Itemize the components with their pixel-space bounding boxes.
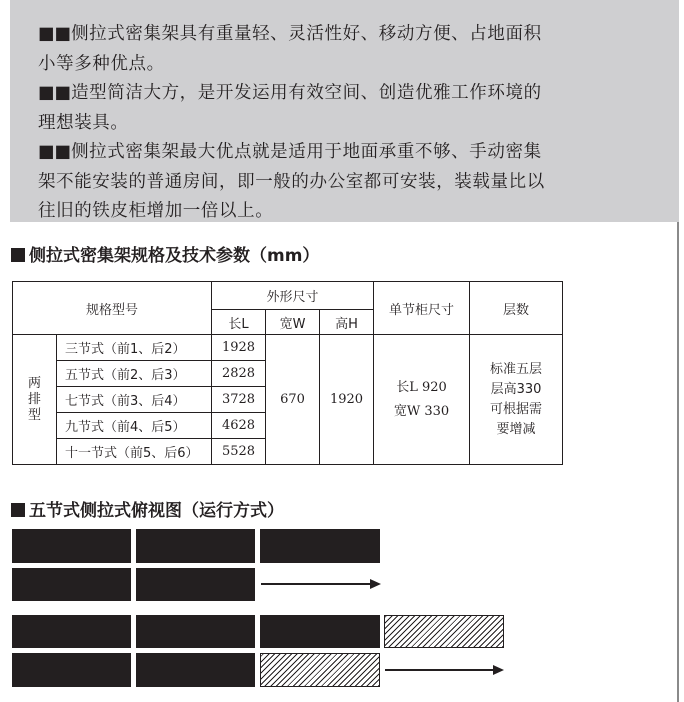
- layers-line: 要增减: [496, 421, 536, 437]
- table-row-model: 五节式（前2、后3）: [57, 361, 212, 387]
- layers-line: 标准五层: [490, 361, 543, 377]
- header-height: 高H: [320, 310, 374, 335]
- layers-line: 层高330: [490, 381, 542, 397]
- shelf-block: [12, 568, 131, 601]
- shelf-block: [136, 653, 255, 687]
- header-cabinet-size: 单节柜尺寸: [374, 282, 470, 335]
- header-model: 规格型号: [13, 282, 212, 335]
- table-row-length: 5528: [212, 439, 266, 465]
- table-row-model: 三节式（前1、后2）: [57, 335, 212, 361]
- hatched-slot: [260, 653, 380, 687]
- shelf-block: [12, 529, 131, 563]
- spec-table: [12, 281, 563, 465]
- spec-section-title: 侧拉式密集架规格及技术参数（mm）: [11, 241, 319, 266]
- shared-width: 670: [266, 335, 320, 465]
- layers-cell: [470, 335, 563, 465]
- table-row-length: 3728: [212, 387, 266, 413]
- table-row-length: 2828: [212, 361, 266, 387]
- table-row-model: 九节式（前4、后5）: [57, 413, 212, 439]
- square-bullet-icon: [11, 248, 25, 262]
- layers-line: 可根据需: [490, 401, 543, 417]
- intro-line-2: 小等多种优点。: [38, 53, 165, 74]
- right-arrow-icon: [261, 579, 381, 589]
- table-row-length: 1928: [212, 335, 266, 361]
- table-row-model: 七节式（前3、后4）: [57, 387, 212, 413]
- shelf-block: [12, 653, 131, 687]
- header-outer-size: 外形尺寸: [212, 282, 374, 310]
- diagram-section-title: 五节式侧拉式俯视图（运行方式）: [11, 496, 284, 521]
- hatched-slot: [384, 615, 504, 648]
- group-label: 两排型: [13, 335, 57, 465]
- intro-line-1: ■■侧拉式密集架具有重量轻、灵活性好、移动方便、占地面积: [38, 24, 542, 44]
- header-length: 长L: [212, 310, 266, 335]
- right-arrow-icon: [385, 665, 504, 675]
- header-layers: 层数: [470, 282, 563, 335]
- shelf-block: [136, 529, 255, 563]
- intro-panel: [10, 0, 679, 222]
- intro-line-7: 往旧的铁皮柜增加一倍以上。: [38, 201, 274, 221]
- shelf-block: [260, 615, 380, 648]
- intro-line-4: 理想装具。: [38, 112, 129, 133]
- shelf-block: [136, 615, 255, 648]
- shelf-block: [136, 568, 255, 601]
- cabinet-width: 宽W 330: [393, 403, 450, 419]
- header-width: 宽W: [266, 310, 320, 335]
- cabinet-size-cell: [374, 335, 470, 465]
- shelf-block: [12, 615, 131, 648]
- table-row-model: 十一节式（前5、后6）: [57, 439, 212, 465]
- shared-height: 1920: [320, 335, 374, 465]
- cabinet-length: 长L 920: [396, 379, 447, 395]
- intro-line-3: ■■造型简洁大方，是开发运用有效空间、创造优雅工作环境的: [38, 83, 542, 103]
- intro-line-6: 架不能安装的普通房间，即一般的办公室都可安装，装载量比以: [38, 171, 545, 192]
- intro-line-5: ■■侧拉式密集架最大优点就是适用于地面承重不够、手动密集: [38, 142, 542, 162]
- square-bullet-icon: [11, 503, 25, 517]
- shelf-block: [260, 529, 380, 563]
- table-row-length: 4628: [212, 413, 266, 439]
- top-view-diagram: [12, 529, 512, 689]
